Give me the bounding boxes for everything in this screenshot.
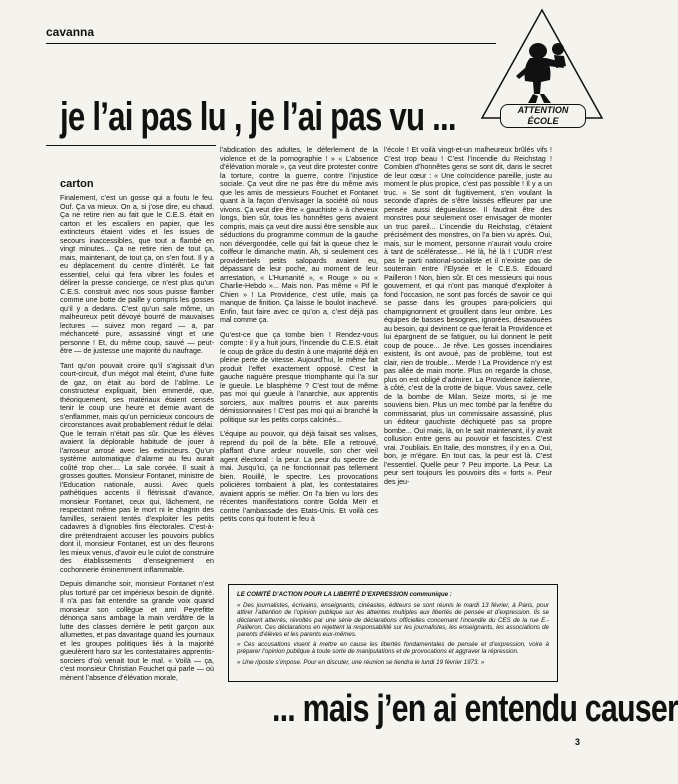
headline: je l’ai pas lu , je l’ai pas vu ... (60, 95, 456, 139)
author-name: cavanna (46, 25, 95, 39)
communique-paragraph: « Des journalistes, écrivains, enseignants, cinéastes, éditeurs se sont réunis le mardi 13 février, à Paris, pour attirer l’attention de l’opinion publique sur les atteintes multiples aux libertés de pensée et d’expression. Ils se déclarent atterrés, révoltés par une série de déclarations officielles concernant l’incendie du CES de la rue E.-Pailleron. Ces déclarations en rejettent la responsabilité sur les journalistes, les enseignants, les associations de parents d’élèves et les parents eux-mêmes. (237, 602, 549, 639)
column-2-paragraph: Qu’est-ce que ça tombe bien ! Rendez-vous compte : il y a huit jours, l’incendie du C.E.S. était le coup de grâce du destin à une majorité déjà en pleine perte de vitesse. Aujourd’hui, le même fait produit l’effet exactement opposé. C’est la gauche naguère presque triomphante qui l’a sur le gueule. Le blasphème ? C’est tout de même pas moi qui gueule à l’anarchie, aux apprentis sorciers, aux maîtres pourris et aux parents démissionnaires ! C’est pas moi qui ai branché la politique sur les petits corps calcinés... (220, 330, 378, 424)
bottom-headline: ... mais j’en ai entendu causer (272, 688, 678, 730)
communique-paragraph: « Ces accusations visent à mettre en cause les libertés fondamentales de pensée et d’expression, voire à préparer l’opinion publique à toute sorte de manipulations et de provocations et aggraver la répression. (237, 641, 549, 656)
column-1-paragraph: Depuis dimanche soir, monsieur Fontanet n’est plus torturé par cet impérieux besoin de dignité. Il n’a pas fait entendre sa grande voix quand monsieur son collègue et ami Peyrefitte dénonça sans ambage la main verdâtre de la lutte des classes derrière le petit garçon aux allumettes, et pas davantage quand les journaux et les groupes politiques liés à la majorité gueulèrent haro sur les contestataires apprentis-sorciers d’où venait tout le mal. « Voilà — ça, c’est monsieur Christian Fouchet qui parle — où mènent l’absence d’élévation morale, (60, 580, 214, 682)
communique-box (228, 584, 558, 682)
column-3-paragraph: l’école ! Et voilà vingt-et-un malheureux brûlés vifs ! C’est trop beau ! C’est l’incendie du Reichstag ! Combien d’honnêtes gens se sont dit, dans le secret de leur cœur : « Une coïncidence pareille, juste au moment le plus propice, c’est pas possible ! Il y a un truc. » Se sont dit fugitivement, s’en voulant la seconde d’après de s’être laissés effleurer par une pensée aussi dégueulasse. Il faudrait être des monstres pour seulement oser envisager de monter un truc pareil... L’incendie du Reichstag, c’étaient précisément des monstres, on l’a bien vu après. Oui, mais, sur le moment, personne n’aurait voulu croire à tant de scélératesse... Hé là, hé là ! L’UDR n’est pas le parti national-socialiste et il n’existe pas de souterrain entre l’Elysée et le C.E.S. Edouard Pailleron ! Non, bien sûr. Et ces messieurs qui nous gouvernent, et qui n’ont pas manqué d’exploiter à fond l’occasion, ne sont pas forcés de savoir ce qui se passe dans les groupes para-policiers qui champignonnent et grouillent dans leur ombre. Les équipes de basses besognes, ignorées, désavouées au besoin, qui devinent ce que ferait la Providence et lui épargnent de se fatiguer, ou lui donnent le petit coup de pouce... Je rêve. Les gosses incendiaires existent, ils ont avoué, pas de problème, tout est clair, rien de trouble... Merde ! La Providence n’y est pas allée de main morte. Plus on regarde la chose, plus on est obligé d’admirer. La Providence italienne, à côté, c’est de la crotte de bique. Vous savez, celle de la bombe de Milan. Seize morts, si je me souviens bien. Plus un mec tombé par la fenêtre du commissariat, plus un commissaire assassiné, plus un éditeur gauchiste déchiqueté pas sa propre bombe... Oui mais, là, on le sait maintenant, il y avait collusion entre gens au pouvoir et fascistes. C’est vrai. J’oubliais. En Italie, des monstres, il y en a. Oui, bon, je m’égare. En tout cas, la peur est là. C’est l’essentiel. Quelle peur ? Peu importe. La Peur. La peur sert toujours les pouvoirs dits « forts ». Peur des jeu- (384, 146, 552, 486)
school-warning-sign (478, 6, 606, 126)
communique-title: LE COMITÉ D’ACTION POUR LA LIBERTÉ D’EXPRESSION communique : (237, 591, 452, 598)
column-3 (384, 146, 552, 578)
page-number: 3 (575, 737, 581, 747)
column-2 (220, 146, 378, 578)
column-1-paragraph: Tant qu’on pouvait croire qu’il s’agissait d’un court-circuit, d’un mégot mal éteint, d’une fuite de gaz, on était au bord de l’abîme. Le constructeur expliquait, bien emmerdé, que, théoriquement, ses matériaux étaient censés tenir le coup une heure et demie avant de s’enflammer, mais qu’un pernicieux concours de circonstances avait probablement réduit le délai. Que le terrain n’était pas sûr. Que les élèves avaient la déplorable habitude de jouer à l’arroseur arrosé avec les extincteurs. Qu’un système automatique d’alarme au feu aurait coûté trop cher.... La sale corvée. Il suait à grosses gouttes. Monsieur Fontanet, ministre de l’Education nationale, aussi. Avec quels pathétiques accents il flétrissait d’avance, monsieur Fontanet, ceux qui, lâchement, ne respectant même pas le mort ni le chagrin des familles, seraient tentés d’exploiter les petits cadavres à d’ignobles fins électorales. C’est-à-dire prétendraient accuser les pouvoirs publics dont il, monsieur Fontanet, est un des fleurons les mieux venus, d’avoir eu le culot de construire des établissements d’enseignement en cochonnerie éminemment inflammable. (60, 361, 214, 574)
column-2-paragraph: l’abdication des adultes, le déferlement de la violence et de la pornographie ! » « L’absence d’élévation morale », ça veut dire protester contre la torture, contre la guerre, contre l’injustice sociale. Ça veut dire ne pas être du même avis que les amis de messieurs Fouchet et Fontanet quant à la façon d’envisager la société où nous vivons. Ça veut dire être « gauchiste » à cheveux longs, bien sûr, tous les honnêtes gens avaient compris, mais ça veut dire aussi être sensible aux séductions du programme commun de la gauche non dévergondée, celle qui fait la queue chez le coiffeur le dimanche matin. Ah, si seulement ces providentiels petits salopards avaient eu, dépassant de leur poche, au moment de leur arrestation, « L’Humanité », « Rouge » ou « Charlie-Hebdo »... Mais non. Pas même « Pif le Chien » ! La Providence, c’est utile, mais ça manque de finition. Ça laisse le boulot inachevé. Enfin, faut faire avec ce qu’on a, c’est déjà pas mal comme ça. (220, 146, 378, 324)
top-rule (46, 43, 496, 44)
column-1 (60, 194, 214, 784)
sign-label: ATTENTION ÉCOLE (500, 104, 586, 128)
headline-rule (46, 145, 216, 146)
column-2-paragraph: L’équipe au pouvoir, qui déjà faisait ses valises, reprend du poil de la bête. Elle a retrouvé, plaffant d’une ardeur nouvelle, son cher vieil agent électoral : la peur. La peur du spectre de mai. Jusqu’ici, ça ne fonctionnait pas tellement bien. Rouillé, le spectre. Les provocations policières tombaient à plat, les contestataires avaient appris se méfier. On l’a bien vu lors des récentes manifestations contre Golda Meïr et contre l’ambassade des Etats-Unis. Et voilà ces petits cons qui foutent le feu à (220, 430, 378, 523)
section-title: carton (60, 178, 94, 190)
communique-paragraph: « Une riposte s’impose. Pour en discuter, une réunion se tiendra le lundi 19 février 1973. » (237, 658, 485, 666)
column-1-paragraph: Finalement, c’est un gosse qui a foutu le feu. Ouf. Ça va mieux. On a, si j’ose dire, eu chaud. Ça ne retire rien au fait que le C.E.S. était en carton et les escaliers en papier, que les extincteurs étaient vides et les issues de secours inaccessibles, que tout a flambé en vingt minutes... Ça ne retire rien de tout ça, mais, maintenant, de tout ça, on s’en fout. Il y a eu déplacement du centre d’intérêt. Le fait essentiel, celui qui fera vibrer les foules et délirer la presse concierge, ce n’est plus qu’un C.E.S. construit avec nos sous puisse flamber comme une botte de paille y compris les gosses qu’il y a dedans. C’est qu’un sale môme, un malheureux petit dévoyé bourré de mauvaises lectures — suivez mon regard — a, par méchanceté pure, assassiné vingt et une personne ! Et, du même coup, sauvé — peut-être — de justesse une majorité du naufrage. (60, 194, 214, 355)
